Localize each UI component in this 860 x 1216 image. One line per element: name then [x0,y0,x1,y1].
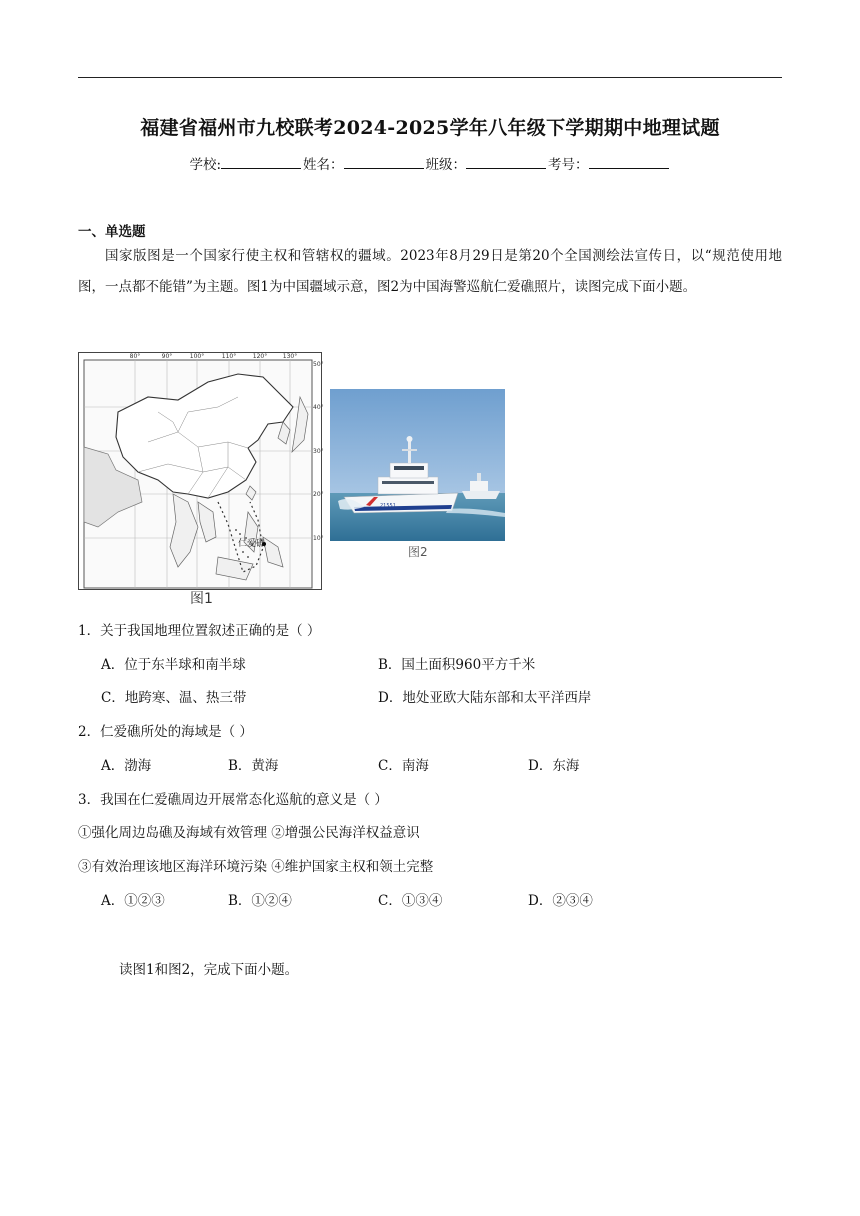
question-3-statements-3-4: ③有效治理该地区海洋环境污染 ④维护国家主权和领土完整 [78,859,434,875]
renai-reef-label: 仁爱礁 [238,539,266,549]
exam-no-blank [589,156,669,169]
question-1-option-c: C．地跨寒、温、热三带 [101,690,247,706]
question-3-option-d: D．②③④ [528,893,593,909]
header-rule [78,77,782,78]
coast-guard-ship-photo [330,389,505,541]
class-label: 班级： [425,157,467,173]
page-title: 福建省福州市九校联考2024-2025学年八年级下学期期中地理试题 [140,117,720,139]
question-3-statements-1-2: ①强化周边岛礁及海域有效管理 ②增强公民海洋权益意识 [78,825,420,841]
intro-passage: 国家版图是一个国家行使主权和管辖权的疆域。2023年8月29日是第20个全国测绘法宣传日，以“规范使用地图，一点都不能错”为主题。图1为中国疆域示意，图2为中国海警巡航仁爱礁照片，读图完成下面小题。 [78,248,782,295]
class-blank [466,156,546,169]
question-2-option-a: A．渤海 [101,758,152,774]
lon-tick: 110° [221,353,237,360]
svg-text:21551: 21551 [380,503,396,509]
lon-tick: 120° [252,353,268,360]
question-2-option-c: C．南海 [378,758,429,774]
question-3-option-b: B．①②④ [228,893,292,909]
lat-tick: 40° [313,404,324,411]
question-1-option-b: B．国土面积960平方千米 [378,657,536,673]
school-blank [221,156,301,169]
student-info-line [0,153,860,173]
question-2-option-b: B．黄海 [228,758,279,774]
question-3-stem: 3．我国在仁爱礁周边开展常态化巡航的意义是（ ） [78,792,388,808]
passage-2: 读图1和图2，完成下面小题。 [119,962,299,978]
lat-tick: 10° [313,535,324,542]
lat-tick: 50° [313,361,324,368]
china-territory-map [78,352,322,590]
name-label: 姓名： [303,157,344,173]
lat-tick: 30° [313,448,324,455]
figure1-caption: 图1 [190,591,213,607]
question-1-option-d: D．地处亚欧大陆东部和太平洋西岸 [378,690,592,706]
school-label: 学校: [189,157,222,173]
lon-tick: 130° [282,353,298,360]
question-2-option-d: D．东海 [528,758,580,774]
question-1-stem: 1．关于我国地理位置叙述正确的是（ ） [78,623,321,639]
name-blank [344,156,424,169]
question-3-option-c: C．①③④ [378,893,443,909]
lon-tick: 100° [189,353,205,360]
lon-tick: 90° [161,353,173,360]
section-title: 一、单选题 [78,224,146,240]
question-3-option-a: A．①②③ [101,893,165,909]
lat-tick: 20° [313,491,324,498]
exam-no-label: 考号： [548,157,589,173]
question-1-option-a: A．位于东半球和南半球 [101,657,246,673]
lon-tick: 80° [129,353,141,360]
figure2-caption: 图2 [408,545,428,559]
question-2-stem: 2．仁爱礁所处的海域是（ ） [78,724,253,740]
